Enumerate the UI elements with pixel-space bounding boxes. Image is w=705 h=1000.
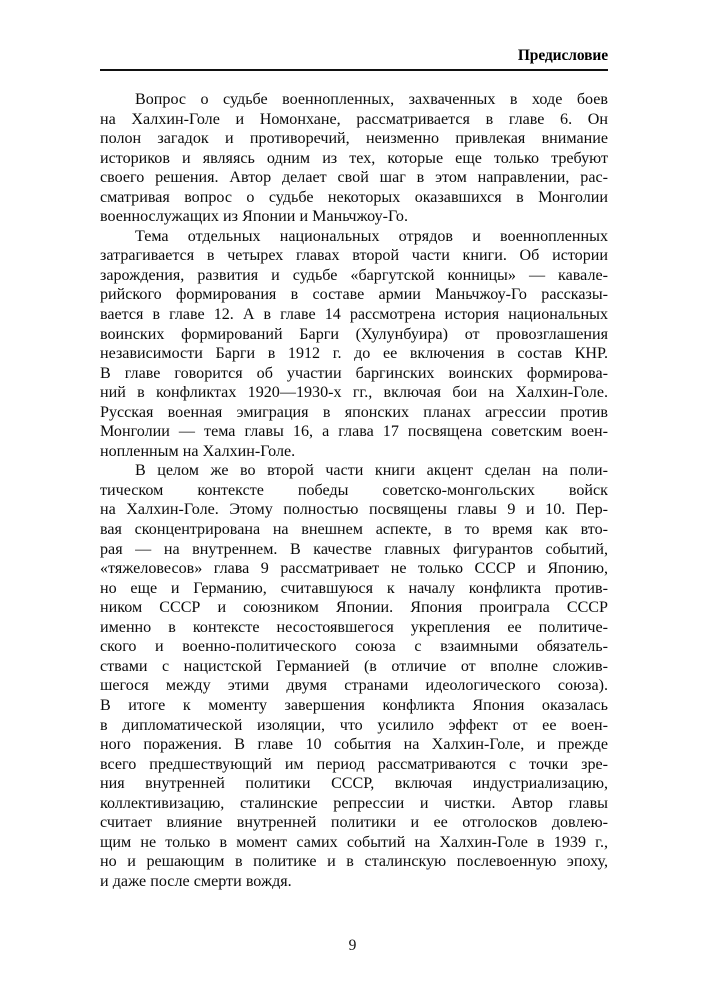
- text-line: историков и являясь одним из тех, которые еще только требуют: [100, 149, 608, 167]
- text-line: и даже после смерти вождя.: [100, 872, 292, 890]
- text-line: вается в главе 12. А в главе 14 рассмотрена история национальных: [100, 306, 608, 324]
- text-line: «тяжеловесов» глава 9 рассматривает не только СССР и Японию,: [100, 560, 608, 578]
- text-line: рийского формирования в составе армии Маньчжоу-Го рассказы-: [100, 286, 608, 304]
- text-line: В итоге к моменту завершения конфликта Япония оказалась: [100, 696, 608, 714]
- text-line: В целом же во второй части книги акцент сделан на поли-: [135, 462, 608, 480]
- text-line: именно в контексте несостоявшегося укрепления ее политиче-: [100, 618, 608, 636]
- text-line: нопленным на Халхин-Голе.: [100, 442, 296, 460]
- text-line: Вопрос о судьбе военнопленных, захваченных в ходе боев: [135, 91, 608, 108]
- text-line: тическом контексте победы советско-монгольских войск: [100, 481, 608, 499]
- text-line: всего предшествующий им период рассматриваются с точки зре-: [100, 755, 608, 773]
- text-line: ствами с нацистской Германией (в отличие от вполне сложив-: [100, 657, 608, 675]
- text-line: считает влияние внутренней политики и ее отголосков довлею-: [100, 814, 608, 832]
- folio-page-number: 9: [348, 937, 357, 954]
- running-head: [100, 47, 608, 71]
- text-line: Тема отдельных национальных отрядов и военнопленных: [135, 227, 608, 245]
- text-line: сматривая вопрос о судьбе некоторых оказавшихся в Монголии: [100, 188, 608, 206]
- text-line: шегося между этими двумя странами идеологического союза).: [100, 677, 608, 695]
- text-line: ния внутренней политики СССР, включая индустриализацию,: [100, 775, 608, 793]
- text-line: Монголии — тема главы 16, а глава 17 посвящена советским воен-: [100, 423, 608, 441]
- text-line: своего решения. Автор делает свой шаг в этом направлении, рас-: [100, 169, 608, 187]
- text-line: полон загадок и противоречий, неизменно привлекая внимание: [100, 130, 608, 148]
- text-line: военнослужащих из Японии и Маньчжоу-Го.: [100, 208, 408, 226]
- text-line: на Халхин-Голе. Этому полностью посвящены главы 9 и 10. Пер-: [100, 501, 608, 519]
- text-line: в дипломатической изоляции, что усилило эффект от ее воен-: [100, 716, 608, 734]
- text-line: рая — на внутреннем. В качестве главных фигурантов событий,: [100, 540, 608, 558]
- text-line: но еще и Германию, считавшуюся к началу конфликта против-: [100, 579, 608, 597]
- text-line: В главе говорится об участии баргинских воинских формирова-: [100, 364, 608, 382]
- text-line: вая сконцентрирована на внешнем аспекте, в то время как вто-: [100, 521, 608, 539]
- text-line: ником СССР и союзником Японии. Япония проиграла СССР: [100, 599, 608, 617]
- paragraph-2: [100, 227, 608, 462]
- paragraph-3: [100, 461, 608, 891]
- text-line: коллективизацию, сталинские репрессии и чистки. Автор главы: [100, 794, 608, 812]
- body-text-block: [100, 90, 608, 891]
- text-line: щим не только в момент самих событий на Халхин-Голе в 1939 г.,: [100, 833, 608, 851]
- text-line: Русская военная эмиграция в японских планах агрессии против: [100, 403, 608, 421]
- running-head-title: Предисловие: [517, 47, 608, 64]
- text-line: но и решающим в политике и в сталинскую послевоенную эпоху,: [100, 853, 608, 871]
- paragraph-1: [100, 90, 608, 227]
- text-line: ного поражения. В главе 10 события на Халхин-Голе, и прежде: [100, 736, 608, 754]
- text-line: зарождения, развития и судьбе «баргутской конницы» — кавале-: [100, 266, 608, 284]
- text-line: затрагивается в четырех главах второй части книги. Об истории: [100, 247, 608, 265]
- running-head-rule: [100, 69, 608, 71]
- text-line: ского и военно-политического союза с взаимными обязатель-: [100, 638, 608, 656]
- page-footer: [0, 936, 705, 955]
- text-line: ний в конфликтах 1920—1930-х гг., включая бои на Халхин-Голе.: [100, 384, 608, 402]
- text-line: независимости Барги в 1912 г. до ее включения в состав КНР.: [100, 345, 608, 363]
- text-line: воинских формирований Барги (Хулунбуира) от провозглашения: [100, 325, 608, 343]
- text-line: на Халхин-Голе и Номонхане, рассматривается в главе 6. Он: [100, 110, 608, 128]
